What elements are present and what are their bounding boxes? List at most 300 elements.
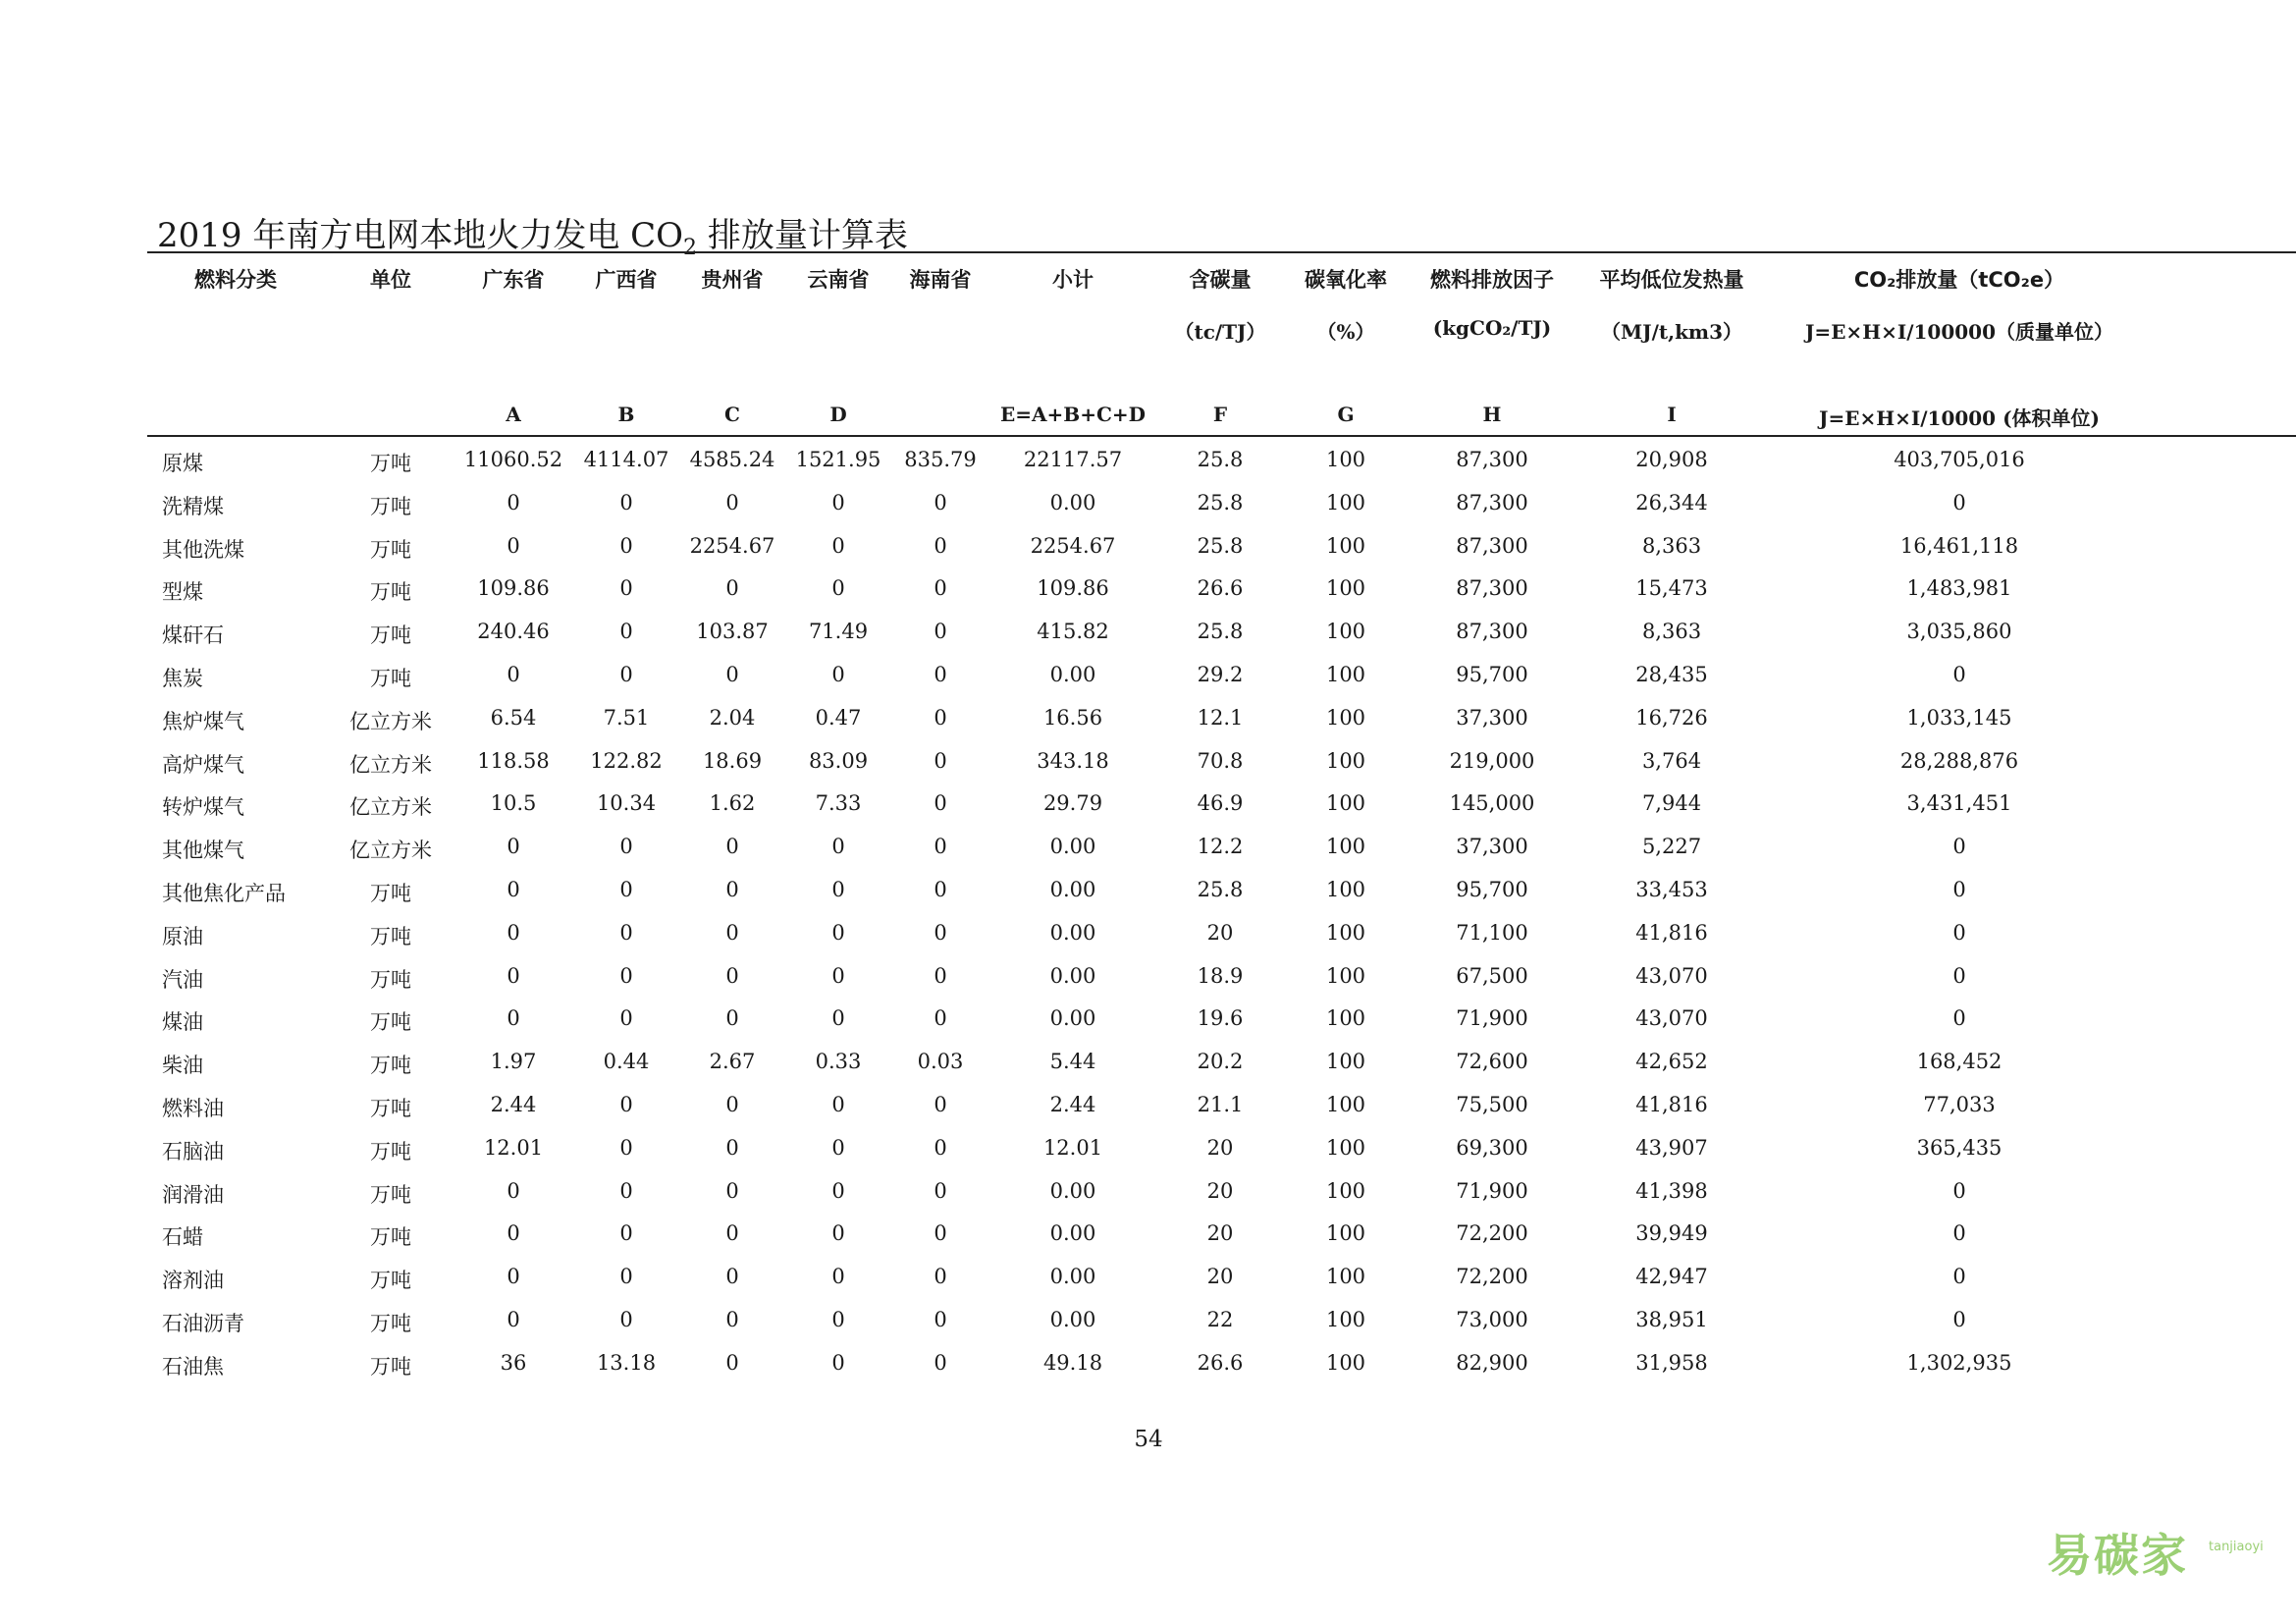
table-cell: 118.58 [477, 748, 550, 773]
table-cell: 6.54 [490, 705, 537, 730]
table-cell: 万吨 [370, 580, 411, 605]
table-cell: 10.5 [490, 791, 537, 816]
table-cell: 19.6 [1197, 1006, 1244, 1031]
table-cell: 100 [1325, 1350, 1366, 1375]
column-header: 燃料排放因子 [1430, 268, 1554, 292]
table-cell: 0 [831, 1350, 845, 1375]
table-cell: 72,200 [1456, 1265, 1528, 1289]
table-cell: 7.51 [603, 705, 650, 730]
table-cell: 0 [934, 920, 947, 945]
column-header-unit: （MJ/t,km3） [1600, 320, 1743, 344]
table-cell: 1521.95 [795, 448, 881, 471]
table-cell: 万吨 [370, 924, 411, 948]
table-cell: 0.44 [603, 1050, 650, 1074]
table-cell: 82,900 [1456, 1350, 1528, 1375]
table-cell: 20 [1206, 1265, 1234, 1289]
table-cell: 100 [1325, 1178, 1366, 1203]
table-cell: 71,900 [1456, 1006, 1528, 1031]
table-cell: 43,070 [1635, 963, 1708, 988]
table-cell: 0 [725, 920, 739, 945]
table-cell: 41,816 [1635, 1093, 1708, 1116]
table-cell: 0 [1952, 490, 1966, 514]
table-cell: 0 [831, 1178, 845, 1203]
table-cell: 16,461,118 [1899, 533, 2019, 558]
column-header-code: H [1482, 403, 1502, 426]
table-cell: 0 [725, 1350, 739, 1375]
table-cell: 240.46 [477, 620, 550, 644]
column-header-unit: J=E×H×I/100000（质量单位） [1804, 320, 2114, 344]
table-cell: 0 [619, 1135, 633, 1160]
table-cell: 26.6 [1197, 576, 1244, 601]
table-cell: 0.47 [815, 705, 862, 730]
table-cell: 100 [1325, 1221, 1366, 1246]
table-cell: 0 [831, 1221, 845, 1246]
fuel-name-cell: 石蜡 [162, 1225, 203, 1250]
table-cell: 0.00 [1049, 1006, 1096, 1031]
table-cell: 21.1 [1197, 1093, 1244, 1116]
column-header-unit: （%） [1316, 320, 1375, 344]
table-cell: 100 [1325, 1265, 1366, 1289]
table-cell: 0 [831, 835, 845, 859]
fuel-name-cell: 其他焦化产品 [162, 882, 286, 905]
column-header-code: A [506, 403, 521, 426]
table-cell: 100 [1325, 1050, 1366, 1074]
table-cell: 0 [507, 835, 520, 859]
table-cell: 100 [1325, 1135, 1366, 1160]
table-cell: 0 [1952, 1308, 1966, 1331]
table-cell: 0 [619, 533, 633, 558]
column-header-code: J=E×H×I/10000 (体积单位) [1818, 406, 2100, 430]
table-cell: 0 [1952, 663, 1966, 686]
table-cell: 0 [934, 576, 947, 601]
table-cell: 万吨 [370, 537, 411, 562]
table-cell: 20 [1206, 1178, 1234, 1203]
table-cell: 0 [1952, 835, 1966, 859]
column-header-code: C [724, 403, 740, 426]
table-cell: 18.9 [1197, 963, 1244, 988]
table-cell: 2.04 [709, 705, 756, 730]
column-header-unit: （tc/TJ） [1174, 320, 1266, 344]
table-cell: 0.00 [1049, 490, 1096, 514]
column-header-code: G [1337, 403, 1355, 426]
fuel-name-cell: 焦炉煤气 [162, 709, 244, 733]
table-cell: 5.44 [1049, 1050, 1096, 1074]
table-cell: 87,300 [1456, 576, 1528, 601]
table-cell: 0 [934, 705, 947, 730]
table-cell: 2254.67 [689, 533, 775, 558]
table-cell: 0.33 [815, 1050, 862, 1074]
table-cell: 亿立方米 [349, 709, 432, 733]
table-cell: 亿立方米 [349, 839, 432, 863]
table-cell: 29.2 [1197, 663, 1244, 686]
table-cell: 万吨 [370, 1225, 411, 1250]
table-cell: 2.44 [490, 1093, 537, 1116]
table-cell: 41,816 [1635, 920, 1708, 945]
header-bottom-rule [147, 435, 2296, 437]
table-cell: 69,300 [1456, 1135, 1528, 1160]
table-cell: 11060.52 [463, 448, 563, 471]
table-cell: 0 [831, 576, 845, 601]
table-cell: 0 [619, 1178, 633, 1203]
column-header-code: B [617, 403, 635, 426]
table-cell: 0 [934, 1093, 947, 1116]
table-cell: 0 [934, 791, 947, 816]
table-cell: 87,300 [1456, 448, 1528, 471]
table-cell: 71.49 [808, 620, 869, 644]
table-cell: 41,398 [1635, 1178, 1708, 1203]
table-cell: 20.2 [1197, 1050, 1244, 1074]
table-cell: 0 [831, 663, 845, 686]
table-cell: 0 [1952, 1006, 1966, 1031]
table-cell: 3,764 [1641, 748, 1702, 773]
fuel-name-cell: 原油 [162, 924, 203, 948]
table-cell: 0 [619, 920, 633, 945]
table-cell: 0 [934, 533, 947, 558]
table-cell: 0 [619, 878, 633, 901]
fuel-name-cell: 润滑油 [162, 1182, 224, 1207]
fuel-name-cell: 柴油 [162, 1054, 203, 1078]
table-cell: 46.9 [1197, 791, 1244, 816]
table-cell: 100 [1325, 748, 1366, 773]
table-cell: 87,300 [1456, 490, 1528, 514]
table-cell: 13.18 [596, 1350, 657, 1375]
fuel-name-cell: 其他洗煤 [162, 537, 244, 562]
table-cell: 万吨 [370, 1054, 411, 1078]
column-header-code: F [1212, 403, 1228, 426]
table-cell: 42,947 [1635, 1265, 1708, 1289]
table-cell: 0.00 [1049, 1308, 1096, 1331]
table-cell: 万吨 [370, 494, 411, 518]
table-cell: 0 [619, 1265, 633, 1289]
table-cell: 71,900 [1456, 1178, 1528, 1203]
table-cell: 100 [1325, 878, 1366, 901]
table-cell: 0 [1952, 963, 1966, 988]
table-cell: 28,288,876 [1899, 748, 2019, 773]
table-cell: 0 [507, 878, 520, 901]
table-cell: 31,958 [1635, 1350, 1708, 1375]
table-cell: 0 [725, 1178, 739, 1203]
table-cell: 12.01 [1042, 1135, 1103, 1160]
column-header: CO₂排放量（tCO₂e） [1853, 268, 2065, 292]
table-cell: 219,000 [1449, 748, 1535, 773]
table-cell: 87,300 [1456, 533, 1528, 558]
table-cell: 25.8 [1197, 533, 1244, 558]
table-cell: 0 [507, 920, 520, 945]
table-cell: 26.6 [1197, 1350, 1244, 1375]
table-cell: 12.01 [483, 1135, 544, 1160]
fuel-name-cell: 煤油 [162, 1010, 203, 1035]
table-cell: 0.00 [1049, 1178, 1096, 1203]
fuel-name-cell: 焦炭 [162, 667, 203, 690]
table-cell: 10.34 [596, 791, 657, 816]
table-cell: 95,700 [1456, 878, 1528, 901]
fuel-name-cell: 高炉煤气 [162, 752, 244, 777]
table-cell: 0 [725, 963, 739, 988]
table-cell: 3,431,451 [1906, 791, 2012, 816]
table-cell: 835.79 [904, 448, 977, 471]
table-cell: 15,473 [1635, 576, 1708, 601]
table-cell: 0 [831, 1308, 845, 1331]
table-cell: 100 [1325, 533, 1366, 558]
table-cell: 72,200 [1456, 1221, 1528, 1246]
table-cell: 亿立方米 [349, 795, 432, 820]
table-cell: 0.00 [1049, 963, 1096, 988]
watermark-small-text: tanjiaoyi [2209, 1540, 2264, 1554]
column-header-code: E=A+B+C+D [1000, 403, 1146, 426]
table-cell: 0 [725, 1221, 739, 1246]
table-cell: 100 [1325, 620, 1366, 644]
page-number: 54 [1134, 1427, 1163, 1452]
table-cell: 0 [934, 835, 947, 859]
table-cell: 万吨 [370, 1097, 411, 1120]
fuel-name-cell: 溶剂油 [162, 1269, 224, 1293]
table-cell: 0 [619, 490, 633, 514]
table-cell: 16,726 [1635, 705, 1708, 730]
column-header: 含碳量 [1189, 268, 1252, 292]
table-cell: 7.33 [815, 791, 862, 816]
table-cell: 28,435 [1635, 663, 1708, 686]
table-cell: 20 [1206, 1221, 1234, 1246]
table-cell: 0 [934, 1178, 947, 1203]
table-cell: 0 [619, 1308, 633, 1331]
table-cell: 2.67 [709, 1050, 756, 1074]
table-cell: 0 [831, 878, 845, 901]
table-cell: 0 [934, 748, 947, 773]
table-cell: 0 [725, 1006, 739, 1031]
table-cell: 4585.24 [689, 448, 775, 471]
table-cell: 22117.57 [1023, 448, 1123, 471]
table-cell: 0 [507, 1308, 520, 1331]
title-main: 2019 年南方电网本地火力发电 CO [157, 216, 684, 255]
table-cell: 0 [507, 1178, 520, 1203]
table-cell: 2.44 [1049, 1093, 1096, 1116]
column-header: 广西省 [595, 268, 658, 292]
table-cell: 0 [619, 663, 633, 686]
table-cell: 0.00 [1049, 1221, 1096, 1246]
table-cell: 38,951 [1635, 1308, 1708, 1331]
table-cell: 0 [934, 1135, 947, 1160]
table-cell: 0 [934, 1006, 947, 1031]
table-cell: 0 [725, 878, 739, 901]
table-cell: 0 [831, 1093, 845, 1116]
table-cell: 0 [725, 576, 739, 601]
table-cell: 1,302,935 [1906, 1350, 2012, 1375]
table-cell: 122.82 [590, 748, 663, 773]
column-header: 平均低位发热量 [1599, 268, 1744, 292]
table-cell: 37,300 [1456, 705, 1528, 730]
table-cell: 43,070 [1635, 1006, 1708, 1031]
table-cell: 0.03 [917, 1050, 964, 1074]
table-cell: 1,033,145 [1906, 705, 2012, 730]
table-cell: 100 [1325, 835, 1366, 859]
table-cell: 100 [1325, 448, 1366, 471]
table-cell: 18.69 [702, 748, 763, 773]
table-cell: 万吨 [370, 1010, 411, 1035]
table-cell: 25.8 [1197, 490, 1244, 514]
table-cell: 100 [1325, 1308, 1366, 1331]
table-cell: 0 [507, 1006, 520, 1031]
table-cell: 0 [934, 1221, 947, 1246]
table-cell: 万吨 [370, 1269, 411, 1293]
column-header: 云南省 [807, 268, 870, 292]
table-cell: 万吨 [370, 1312, 411, 1335]
table-cell: 77,033 [1923, 1093, 1996, 1116]
table-cell: 8,363 [1641, 533, 1702, 558]
table-cell: 万吨 [370, 1139, 411, 1164]
column-header: 碳氧化率 [1305, 268, 1387, 292]
table-cell: 0 [619, 620, 633, 644]
fuel-name-cell: 转炉煤气 [162, 795, 244, 820]
fuel-name-cell: 石油沥青 [162, 1312, 244, 1335]
table-cell: 100 [1325, 705, 1366, 730]
fuel-name-cell: 洗精煤 [162, 494, 224, 518]
table-cell: 71,100 [1456, 920, 1528, 945]
table-cell: 0 [934, 490, 947, 514]
column-header: 广东省 [482, 268, 545, 292]
table-cell: 67,500 [1456, 963, 1528, 988]
table-cell: 365,435 [1916, 1135, 2002, 1160]
table-cell: 37,300 [1456, 835, 1528, 859]
column-header-code: D [829, 403, 847, 426]
fuel-name-cell: 其他煤气 [162, 839, 244, 863]
table-cell: 亿立方米 [349, 752, 432, 777]
table-cell: 25.8 [1197, 878, 1244, 901]
table-cell: 0 [619, 835, 633, 859]
table-cell: 2254.67 [1030, 533, 1116, 558]
table-cell: 100 [1325, 576, 1366, 601]
table-cell: 70.8 [1197, 748, 1244, 773]
table-cell: 0 [934, 963, 947, 988]
table-cell: 0 [831, 533, 845, 558]
table-cell: 0 [1952, 1221, 1966, 1246]
table-cell: 83.09 [808, 748, 869, 773]
table-cell: 万吨 [370, 623, 411, 648]
table-cell: 0 [507, 490, 520, 514]
title-tail: 排放量计算表 [697, 216, 908, 255]
table-cell: 0 [1952, 878, 1966, 901]
table-cell: 0 [934, 620, 947, 644]
fuel-name-cell: 型煤 [162, 580, 203, 605]
table-cell: 7,944 [1641, 791, 1702, 816]
table-cell: 49.18 [1042, 1350, 1103, 1375]
table-cell: 3,035,860 [1906, 620, 2012, 644]
table-cell: 0 [507, 1265, 520, 1289]
table-cell: 0 [831, 963, 845, 988]
column-header: 小计 [1052, 268, 1094, 292]
table-cell: 万吨 [370, 882, 411, 905]
table-cell: 75,500 [1456, 1093, 1528, 1116]
table-cell: 12.2 [1197, 835, 1244, 859]
fuel-name-cell: 煤矸石 [162, 623, 224, 648]
table-cell: 1,483,981 [1906, 576, 2012, 601]
table-cell: 0 [1952, 920, 1966, 945]
table-cell: 0 [619, 576, 633, 601]
table-cell: 0 [725, 835, 739, 859]
table-cell: 33,453 [1635, 878, 1708, 901]
fuel-name-cell: 燃料油 [162, 1097, 224, 1120]
table-cell: 0 [619, 1006, 633, 1031]
table-cell: 145,000 [1449, 791, 1535, 816]
table-cell: 0 [725, 490, 739, 514]
table-cell: 0.00 [1049, 663, 1096, 686]
table-cell: 0 [831, 1006, 845, 1031]
table-cell: 0 [934, 663, 947, 686]
table-cell: 73,000 [1456, 1308, 1528, 1331]
table-cell: 8,363 [1641, 620, 1702, 644]
table-cell: 20 [1206, 920, 1234, 945]
table-cell: 0 [507, 963, 520, 988]
table-cell: 95,700 [1456, 663, 1528, 686]
column-header: 单位 [370, 268, 411, 292]
table-cell: 39,949 [1635, 1221, 1708, 1246]
table-cell: 0 [725, 1093, 739, 1116]
table-cell: 0 [725, 1308, 739, 1331]
table-cell: 87,300 [1456, 620, 1528, 644]
table-cell: 0.00 [1049, 920, 1096, 945]
table-cell: 万吨 [370, 452, 411, 475]
table-cell: 20,908 [1635, 448, 1708, 471]
table-cell: 42,652 [1635, 1050, 1708, 1074]
column-header: 海南省 [909, 268, 972, 292]
watermark-logo: 易碳家 [2047, 1529, 2188, 1582]
table-cell: 0 [619, 963, 633, 988]
fuel-name-cell: 石脑油 [162, 1139, 224, 1164]
table-cell: 0 [831, 1135, 845, 1160]
table-cell: 0 [619, 1093, 633, 1116]
column-header-unit: (kgCO₂/TJ) [1432, 316, 1552, 340]
table-cell: 100 [1325, 963, 1366, 988]
table-cell: 0.00 [1049, 878, 1096, 901]
table-cell: 100 [1325, 791, 1366, 816]
table-cell: 0 [507, 663, 520, 686]
table-cell: 4114.07 [583, 448, 669, 471]
table-cell: 109.86 [477, 576, 550, 601]
table-cell: 0 [831, 1265, 845, 1289]
column-header: 燃料分类 [194, 268, 277, 292]
table-cell: 0 [725, 1135, 739, 1160]
table-top-rule [147, 251, 2296, 253]
table-cell: 43,907 [1635, 1135, 1708, 1160]
table-cell: 1.62 [709, 791, 756, 816]
table-cell: 0 [507, 533, 520, 558]
table-cell: 16.56 [1042, 705, 1103, 730]
table-cell: 0 [831, 490, 845, 514]
table-cell: 万吨 [370, 667, 411, 690]
table-cell: 0 [725, 663, 739, 686]
column-header-code: I [1667, 403, 1677, 426]
table-cell: 万吨 [370, 1354, 411, 1379]
table-cell: 0 [831, 920, 845, 945]
table-cell: 0 [507, 1221, 520, 1246]
table-cell: 100 [1325, 1006, 1366, 1031]
fuel-name-cell: 汽油 [162, 967, 203, 992]
table-cell: 万吨 [370, 1182, 411, 1207]
table-cell: 168,452 [1916, 1050, 2002, 1074]
table-cell: 403,705,016 [1894, 448, 2025, 471]
table-cell: 343.18 [1037, 748, 1109, 773]
title-subscript: 2 [683, 235, 698, 260]
table-cell: 0 [1952, 1178, 1966, 1203]
table-cell: 0 [934, 1265, 947, 1289]
table-cell: 103.87 [696, 620, 769, 644]
table-cell: 25.8 [1197, 448, 1244, 471]
table-cell: 0 [1952, 1265, 1966, 1289]
table-cell: 0 [619, 1221, 633, 1246]
table-cell: 100 [1325, 920, 1366, 945]
column-header: 贵州省 [701, 268, 764, 292]
table-cell: 100 [1325, 1093, 1366, 1116]
table-cell: 0 [934, 878, 947, 901]
